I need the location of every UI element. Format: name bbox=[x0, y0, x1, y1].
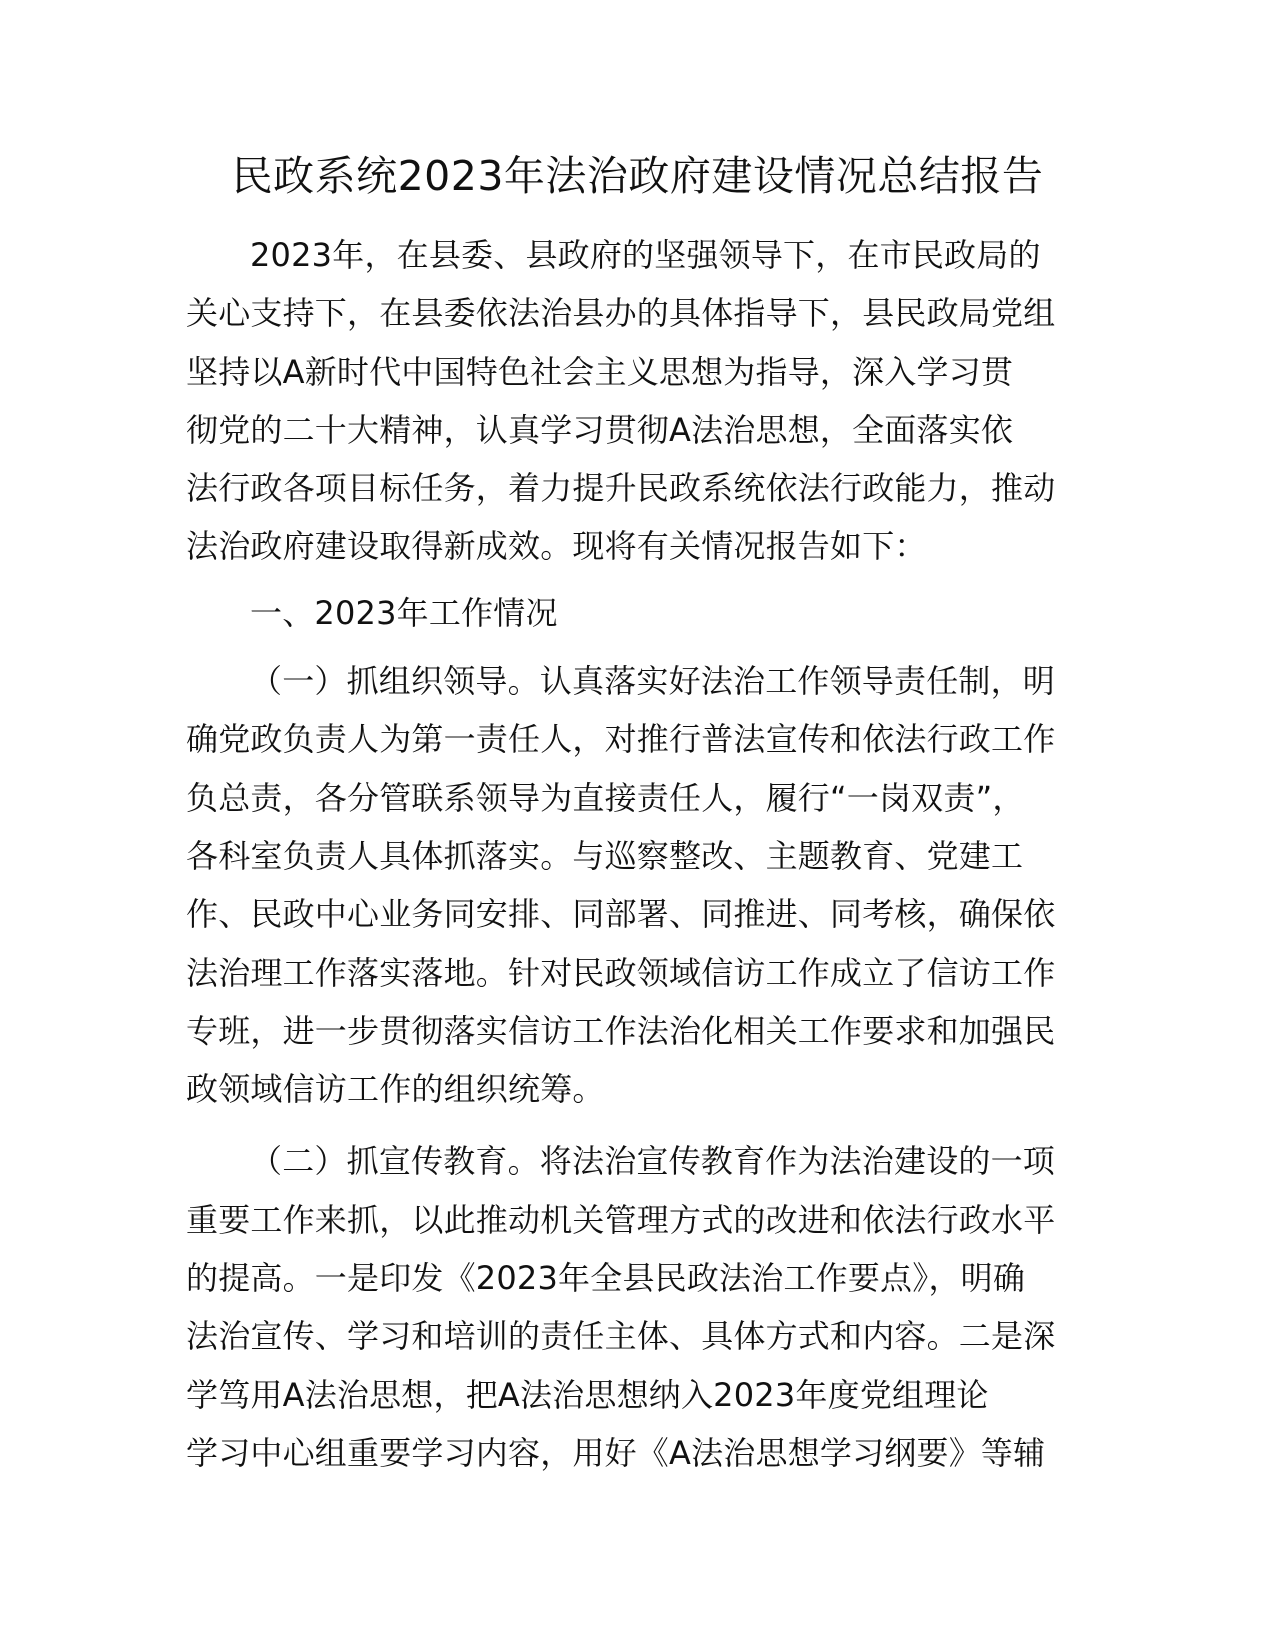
paragraph-line: 关心支持下，在县委依法治县办的具体指导下，县民政局党组 bbox=[186, 294, 1056, 333]
section-heading: 一、2023年工作情况 bbox=[250, 593, 558, 632]
paragraph-line: 确党政负责人为第一责任人，对推行普法宣传和依法行政工作 bbox=[186, 720, 1056, 759]
paragraph-line: 重要工作来抓，以此推动机关管理方式的改进和依法行政水平 bbox=[186, 1200, 1056, 1239]
paragraph-line: 负总责，各分管联系领导为直接责任人，履行“一岗双责”， bbox=[186, 778, 1025, 817]
paragraph-line: 专班，进一步贯彻落实信访工作法治化相关工作要求和加强民 bbox=[186, 1011, 1056, 1050]
intro-paragraph bbox=[186, 226, 1082, 576]
paragraph-line: 法治政府建设取得新成效。现将有关情况报告如下： bbox=[186, 527, 927, 566]
paragraph-line: 各科室负责人具体抓落实。与巡察整改、主题教育、党建工 bbox=[186, 836, 1024, 875]
paragraph-line: 的提高。一是印发《2023年全县民政法治工作要点》，明确 bbox=[186, 1259, 1026, 1298]
paragraph-line: 法行政各项目标任务，着力提升民政系统依法行政能力，推动 bbox=[186, 469, 1056, 508]
paragraph-line: （二）抓宣传教育。将法治宣传教育作为法治建设的一项 bbox=[250, 1142, 1056, 1181]
document-title: 民政系统2023年法治政府建设情况总结报告 bbox=[231, 152, 1044, 200]
paragraph-line: 学笃用A法治思想，把A法治思想纳入2023年度党组理论 bbox=[186, 1375, 989, 1414]
education-paragraph bbox=[186, 1132, 1082, 1482]
paragraph-line: 学习中心组重要学习内容，用好《A法治思想学习纲要》等辅 bbox=[186, 1433, 1046, 1472]
organization-paragraph bbox=[186, 652, 1082, 1118]
paragraph-line: （一）抓组织领导。认真落实好法治工作领导责任制，明 bbox=[250, 662, 1056, 701]
paragraph-line: 政领域信访工作的组织统筹。 bbox=[186, 1070, 605, 1109]
paragraph-line: 法治理工作落实落地。针对民政领域信访工作成立了信访工作 bbox=[186, 953, 1056, 992]
paragraph-line: 坚持以A新时代中国特色社会主义思想为指导，深入学习贯 bbox=[186, 352, 1014, 391]
paragraph-line: 作、民政中心业务同安排、同部署、同推进、同考核，确保依 bbox=[186, 895, 1056, 934]
document-body bbox=[186, 226, 1082, 1482]
paragraph-line: 彻党的二十大精神，认真学习贯彻A法治思想，全面落实依 bbox=[186, 410, 1014, 449]
paragraph-line: 2023年，在县委、县政府的坚强领导下，在市民政局的 bbox=[250, 236, 1041, 274]
paragraph-line: 法治宣传、学习和培训的责任主体、具体方式和内容。二是深 bbox=[186, 1317, 1056, 1356]
